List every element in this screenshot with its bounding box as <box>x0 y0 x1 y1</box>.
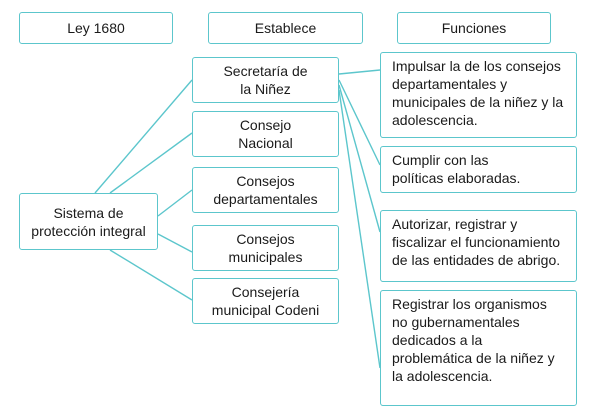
root-node-line-1: Sistema de <box>53 204 124 221</box>
connector-root-consejos-municipales <box>158 234 192 252</box>
function-node-line: Cumplir con las <box>392 152 489 168</box>
entity-node-line-2: municipal Codeni <box>211 302 320 318</box>
connector-root-consejo-nacional <box>110 133 192 193</box>
entity-node-secretaria <box>192 57 339 103</box>
entity-node-consejeria-codeni <box>192 278 339 324</box>
connector-root-consejos-departamentales <box>158 190 192 216</box>
function-node-line: Autorizar, registrar y <box>392 216 518 232</box>
header-establishes-label: Establece <box>254 20 317 36</box>
entity-node-line-1: Secretaría de <box>223 63 308 79</box>
connector-root-consejeria-codeni <box>110 250 192 300</box>
entity-node-consejos-departamentales <box>192 167 339 213</box>
header-law-label: Ley 1680 <box>67 20 125 36</box>
root-node-line-2: protección integral <box>31 222 146 239</box>
connector-secretaria-function-1 <box>339 70 380 74</box>
root-node <box>19 193 158 250</box>
connector-secretaria-function-2 <box>339 80 380 165</box>
entity-node-line-2: departamentales <box>213 191 318 207</box>
function-node-line: departamentales y <box>392 76 508 92</box>
entity-node-line-2: Nacional <box>238 135 293 151</box>
function-node-line: adolescencia. <box>392 112 478 128</box>
function-node-4 <box>380 290 577 406</box>
function-node-3 <box>380 210 577 282</box>
connector-secretaria-function-4 <box>339 90 380 368</box>
entity-node-line-1: Consejos <box>236 231 295 247</box>
entity-node-line-1: Consejo <box>239 117 292 133</box>
entity-node-line-1: Consejos <box>236 173 295 189</box>
function-node-line: políticas elaboradas. <box>392 170 521 186</box>
function-node-1 <box>380 52 577 138</box>
connector-root-secretaria <box>95 80 192 193</box>
function-node-line: Registrar los organismos <box>392 296 547 312</box>
entity-node-line-2: la Niñez <box>240 81 291 97</box>
function-node-2 <box>380 146 577 193</box>
entity-node-consejo-nacional <box>192 111 339 157</box>
entity-node-line-1: Consejería <box>231 284 300 300</box>
entity-node-line-2: municipales <box>228 249 303 265</box>
function-node-line: dedicados a la <box>392 332 483 348</box>
header-functions <box>397 12 551 44</box>
function-node-line: municipales de la niñez y la <box>392 94 564 110</box>
header-functions-label: Funciones <box>441 20 507 36</box>
entity-node-consejos-municipales <box>192 225 339 271</box>
function-node-line: fiscalizar el funcionamiento <box>392 234 561 250</box>
function-node-line: Impulsar la de los consejos <box>392 58 561 74</box>
header-establishes <box>208 12 363 44</box>
function-node-line: no gubernamentales <box>392 314 520 330</box>
function-node-line: la adolescencia. <box>392 368 493 384</box>
function-node-line: de las entidades de abrigo. <box>392 252 561 268</box>
header-law <box>19 12 173 44</box>
connector-secretaria-function-3 <box>339 85 380 232</box>
function-node-line: problemática de la niñez y <box>392 350 555 366</box>
